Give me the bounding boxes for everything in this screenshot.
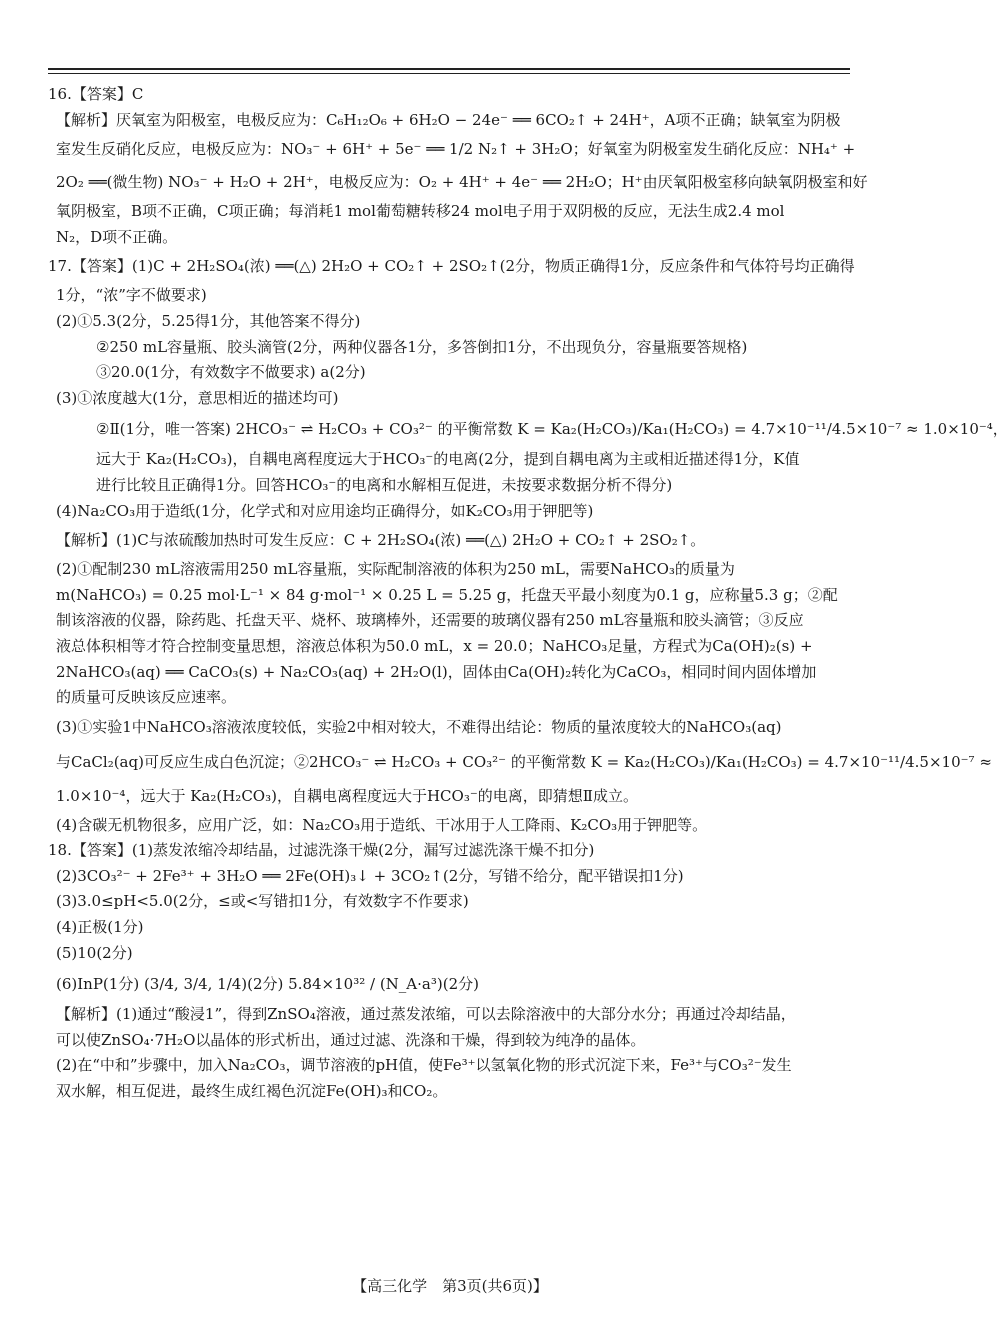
- text-line: 室发生反硝化反应，电极反应为：NO₃⁻ + 6H⁺ + 5e⁻ ══ 1/2 N₂↑ + 3H₂O；好氧室为阴极室发生硝化反应：NH₄⁺ +: [56, 140, 856, 159]
- text-line: ②Ⅱ(1分，唯一答案) 2HCO₃⁻ ⇌ H₂CO₃ + CO₃²⁻ 的平衡常数 K = Ka₂(H₂CO₃)/Ka₁(H₂CO₃) = 4.7×10⁻¹¹/4.5×10⁻⁷ ≈ 1.0×10⁻⁴，: [96, 420, 1008, 439]
- text-line: (2)①5.3(2分，5.25得1分，其他答案不得分): [56, 311, 361, 330]
- text-line: (4)Na₂CO₃用于造纸(1分，化学式和对应用途均正确得分，如K₂CO₃用于钾肥等): [56, 501, 594, 520]
- text-line: (3)①浓度越大(1分，意思相近的描述均可): [56, 388, 339, 407]
- header-rule-thick: [48, 68, 850, 70]
- text-line: (2)3CO₃²⁻ + 2Fe³⁺ + 3H₂O ══ 2Fe(OH)₃↓ + 3CO₂↑(2分，写错不给分，配平错误扣1分): [56, 866, 684, 885]
- text-line: 16.【答案】C: [48, 85, 144, 103]
- text-line: 1分，“浓”字不做要求): [56, 286, 207, 305]
- text-line: 18.【答案】(1)蒸发浓缩冷却结晶，过滤洗涤干燥(2分，漏写过滤洗涤干燥不扣分): [48, 841, 595, 860]
- text-line: (4)含碳无机物很多，应用广泛，如：Na₂CO₃用于造纸、干冰用于人工降雨、K₂CO₃用于钾肥等。: [56, 815, 708, 834]
- text-line: m(NaHCO₃) = 0.25 mol·L⁻¹ × 84 g·mol⁻¹ × 0.25 L = 5.25 g，托盘天平最小刻度为0.1 g，应称量5.3 g；②配: [56, 585, 838, 604]
- answer-text-body: [48, 82, 1008, 1105]
- text-line: 双水解，相互促进，最终生成红褐色沉淀Fe(OH)₃和CO₂。: [56, 1082, 448, 1101]
- text-line: 2O₂ ══(微生物) NO₃⁻ + H₂O + 2H⁺，电极反应为：O₂ + 4H⁺ + 4e⁻ ══ 2H₂O；H⁺由厌氧阳极室移向缺氧阴极室和好: [56, 173, 868, 192]
- text-line: ③20.0(1分，有效数字不做要求) a(2分): [96, 363, 366, 382]
- text-line: 1.0×10⁻⁴，远大于 Ka₂(H₂CO₃)，自耦电离程度远大于HCO₃⁻的电离，即猜想Ⅱ成立。: [56, 786, 638, 805]
- page-footer: 【高三化学 第3页(共6页)】: [352, 1277, 548, 1295]
- text-line: 氧阴极室，B项不正确，C项正确；每消耗1 mol葡萄糖转移24 mol电子用于双阴极的反应，无法生成2.4 mol: [56, 202, 785, 221]
- text-line: 2NaHCO₃(aq) ══ CaCO₃(s) + Na₂CO₃(aq) + 2H₂O(l)，固体由Ca(OH)₂转化为CaCO₃，相同时间内固体增加: [56, 662, 817, 681]
- text-line: 【解析】厌氧室为阳极室，电极反应为：C₆H₁₂O₆ + 6H₂O − 24e⁻ ══ 6CO₂↑ + 24H⁺，A项不正确；缺氧室为阴极: [56, 110, 841, 129]
- text-line: 进行比较且正确得1分。回答HCO₃⁻的电离和水解相互促进，未按要求数据分析不得分): [96, 475, 673, 494]
- text-line: 的质量可反映该反应速率。: [56, 688, 237, 707]
- text-line: 与CaCl₂(aq)可反应生成白色沉淀；②2HCO₃⁻ ⇌ H₂CO₃ + CO₃²⁻ 的平衡常数 K = Ka₂(H₂CO₃)/Ka₁(H₂CO₃) = 4.7×10⁻¹¹/4.5×10⁻⁷ ≈: [56, 752, 992, 771]
- text-line: N₂，D项不正确。: [56, 227, 178, 246]
- text-line: (2)①配制230 mL溶液需用250 mL容量瓶，实际配制溶液的体积为250 mL，需要NaHCO₃的质量为: [56, 560, 735, 579]
- text-line: (6)InP(1分) (3/4, 3/4, 1/4)(2分) 5.84×10³² / (N_A·a³)(2分): [56, 975, 479, 994]
- text-line: (3)3.0≤pH<5.0(2分，≤或<写错扣1分，有效数字不作要求): [56, 892, 469, 911]
- text-line: 17.【答案】(1)C + 2H₂SO₄(浓) ══(△) 2H₂O + CO₂↑ + 2SO₂↑(2分，物质正确得1分，反应条件和气体符号均正确得: [48, 257, 855, 276]
- text-line: 液总体积相等才符合控制变量思想，溶液总体积为50.0 mL，x = 20.0；NaHCO₃足量，方程式为Ca(OH)₂(s) +: [56, 636, 813, 655]
- text-line: 远大于 Ka₂(H₂CO₃)，自耦电离程度远大于HCO₃⁻的电离(2分，提到自耦电离为主或相近描述得1分，K值: [96, 450, 800, 469]
- text-line: (3)①实验1中NaHCO₃溶液浓度较低，实验2中相对较大，不难得出结论：物质的量浓度较大的NaHCO₃(aq): [56, 717, 782, 736]
- text-line: ②250 mL容量瓶、胶头滴管(2分，两种仪器各1分，多答倒扣1分，不出现负分，容量瓶要答规格): [96, 337, 748, 356]
- text-line: 【解析】(1)C与浓硫酸加热时可发生反应：C + 2H₂SO₄(浓) ══(△) 2H₂O + CO₂↑ + 2SO₂↑。: [56, 531, 706, 550]
- text-line: 可以使ZnSO₄·7H₂O以晶体的形式析出，通过过滤、洗涤和干燥，得到较为纯净的晶体。: [56, 1030, 646, 1049]
- text-line: (5)10(2分): [56, 943, 133, 962]
- text-line: 制该溶液的仪器，除药匙、托盘天平、烧杯、玻璃棒外，还需要的玻璃仪器有250 mL容量瓶和胶头滴管；③反应: [56, 611, 804, 630]
- text-line: 【解析】(1)通过“酸浸1”，得到ZnSO₄溶液，通过蒸发浓缩，可以去除溶液中的大部分水分；再通过冷却结晶，: [56, 1005, 796, 1024]
- text-line: (4)正极(1分): [56, 918, 144, 937]
- header-rule-thin: [48, 73, 850, 74]
- text-line: (2)在“中和”步骤中，加入Na₂CO₃，调节溶液的pH值，使Fe³⁺以氢氧化物的形式沉淀下来，Fe³⁺与CO₃²⁻发生: [56, 1056, 792, 1075]
